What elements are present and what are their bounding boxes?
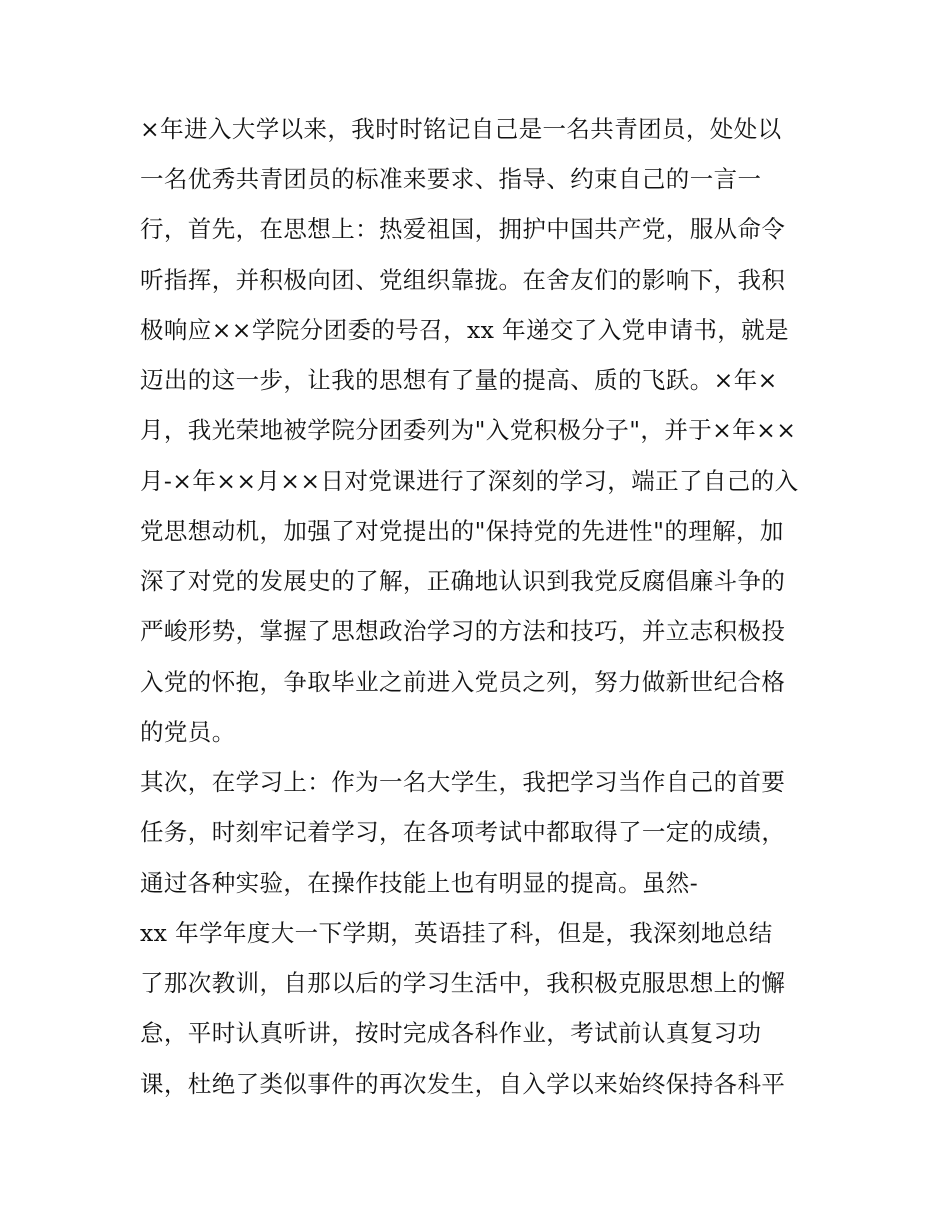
text-line: 入党的怀抱，争取毕业之前进入党员之列，努力做新世纪合格 bbox=[140, 668, 786, 696]
text-line: 通过各种实验，在操作技能上也有明显的提高。虽然- bbox=[140, 869, 699, 897]
text-line: 迈出的这一步，让我的思想有了量的提高、质的飞跃。×年× bbox=[140, 366, 778, 394]
text-line: 月-×年××月××日对党课进行了深刻的学习，端正了自己的入 bbox=[140, 467, 799, 495]
text-line: 深了对党的发展史的了解，正确地认识到我党反腐倡廉斗争的 bbox=[140, 567, 786, 595]
text-line: 任务，时刻牢记着学习，在各项考试中都取得了一定的成绩， bbox=[140, 818, 786, 846]
text-line: 严峻形势，掌握了思想政治学习的方法和技巧，并立志积极投 bbox=[140, 617, 786, 645]
text-line: 的党员。 bbox=[140, 718, 236, 746]
text-line: xx 年学年度大一下学期，英语挂了科，但是，我深刻地总结 bbox=[140, 919, 773, 947]
text-line: 怠，平时认真听讲，按时完成各科作业，考试前认真复习功 bbox=[140, 1019, 762, 1047]
text-line: 党思想动机，加强了对党提出的"保持党的先进性"的理解，加 bbox=[140, 517, 784, 545]
text-line: 听指挥，并积极向团、党组织靠拢。在舍友们的影响下，我积 bbox=[140, 266, 786, 294]
text-line: 一名优秀共青团员的标准来要求、指导、约束自己的一言一 bbox=[140, 165, 762, 193]
text-line: 极响应××学院分团委的号召，xx 年递交了入党申请书，就是 bbox=[140, 316, 789, 344]
text-line: 课，杜绝了类似事件的再次发生，自入学以来始终保持各科平 bbox=[140, 1070, 786, 1098]
text-line: 其次，在学习上：作为一名大学生，我把学习当作自己的首要 bbox=[140, 768, 786, 796]
text-line: 月，我光荣地被学院分团委列为"入党积极分子"，并于×年×× bbox=[140, 416, 797, 444]
text-line: 了那次教训，自那以后的学习生活中，我积极克服思想上的懈 bbox=[140, 969, 786, 997]
text-line: 行，首先，在思想上：热爱祖国，拥护中国共产党，服从命令 bbox=[140, 215, 786, 243]
text-line: ×年进入大学以来，我时时铭记自己是一名共青团员，处处以 bbox=[140, 115, 782, 143]
